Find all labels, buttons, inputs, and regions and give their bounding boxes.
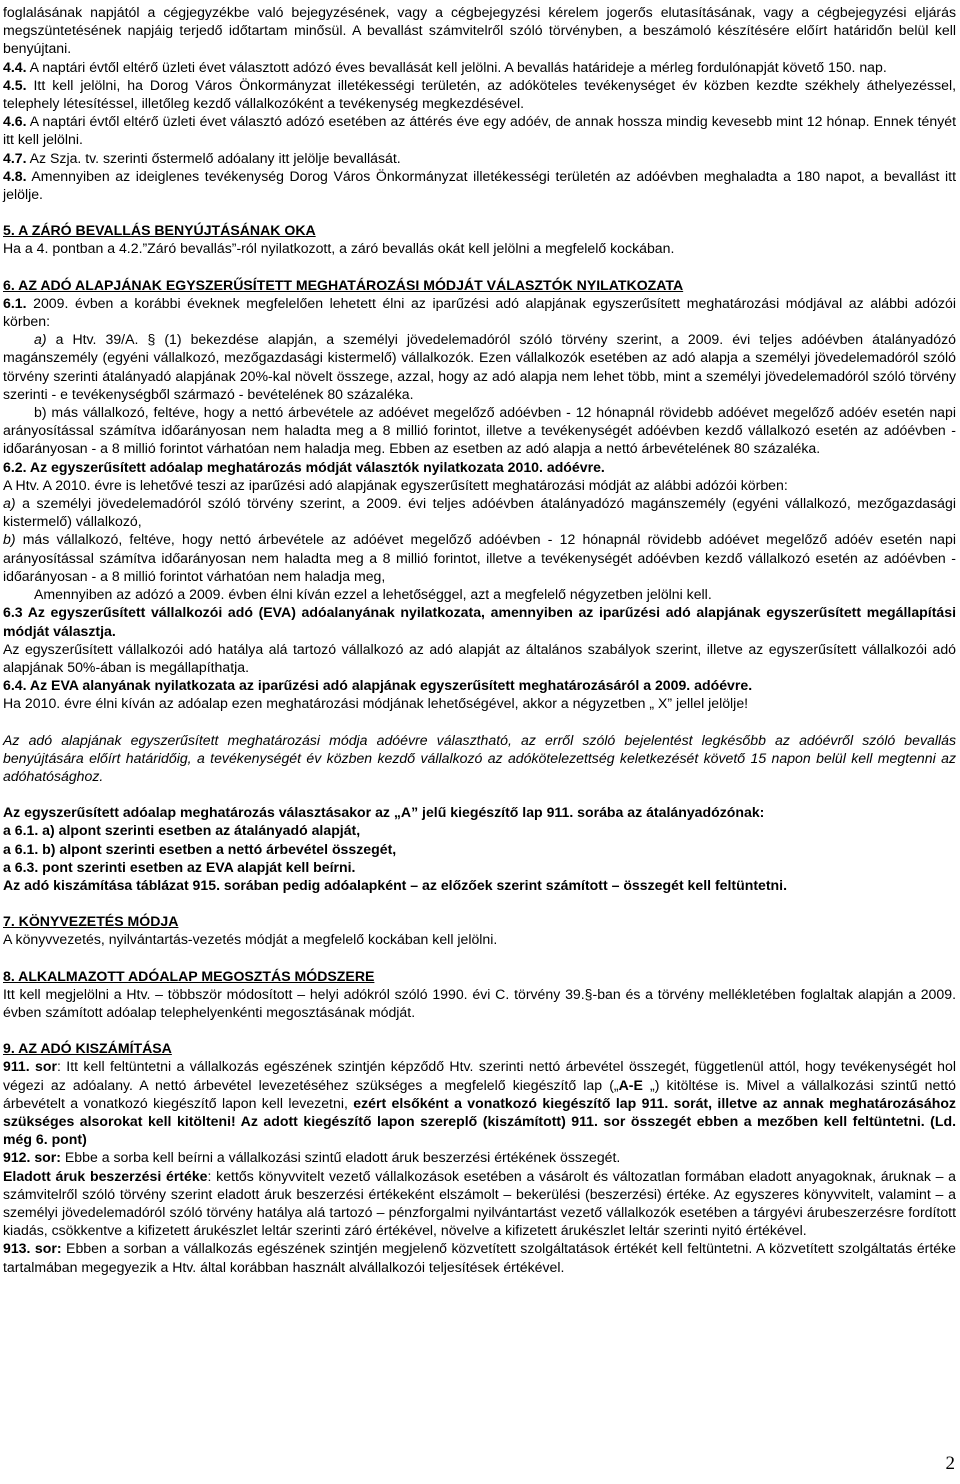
bold-run: 6.1. (3, 294, 27, 311)
item-4-8 (3, 167, 956, 203)
text-run: Amennyiben az adózó a 2009. évben élni kíván ezzel a lehetőséggel, azt a megfelelő négyzetben jelölni kell. (34, 586, 712, 603)
bold-run: 912. sor: (3, 1149, 61, 1166)
section-8-heading: 8. ALKALMAZOTT ADÓALAP MEGOSZTÁS MÓDSZERE (3, 967, 375, 984)
text-run: Ha 2010. évre élni kíván az adóalap ezen meghatározási módjának lehetőségével, akkor a négyzetben „ X” jellel jelölje! (3, 695, 749, 712)
bold-run: 4.6. (3, 113, 27, 130)
text-run: Az egyszerűsített vállalkozói adó hatálya alá tartozó vállalkozó az adó alapját az általános szabályok szerint, illetve az egyszerűsített vállalkozói adó alapjának 50%-ában is megállapíthatja. (3, 640, 956, 675)
text-run: Ebbe a sorba kell beírni a vállalkozási szintű eladott áruk beszerzési értékének összegét. (60, 1149, 621, 1166)
row-912-explanation (3, 1167, 956, 1240)
text-run: Az egyszerűsített adóalap meghatározás választásakor az „A” jelű kiegészítő lap 911. sorába az átalányadózónak: (3, 804, 765, 821)
item-6-1-a (3, 330, 956, 403)
text-run: Itt kell jelölni, ha Dorog Város Önkormányzat illetékességi területén, az adóköteles tevékenységet év közben kezdte székhely áthelyezéssel, telephely létesítéssel, illetőleg kezdő vállalkozóként a tevékenység megkezdésével. (3, 76, 956, 112)
bold-run: 911. sor (3, 1058, 57, 1075)
item-6-1 (3, 294, 956, 330)
bold-line-3 (3, 858, 956, 876)
text-run: b) más vállalkozó, feltéve, hogy a nettó árbevétele az adóévet megelőző adóévben - 12 hónapnál rövidebb adóévet megelőző adóév esetén napi arányosítással számítva időarányosan nem haladta meg a 8 millió forintot, illetve a tevékenységét adóévben kezdő vállalkozó esetén az adóévben - időarányosan - a 8 millió forintot várhatóan nem haladja meg. Ebben az esetben az adó alapja a nettó árbevételének 80 százaléka. (3, 404, 956, 457)
text-run: 2009. évben a korábbi éveknek megfelelően lehetett élni az iparűzési adó alapjának egyszerűsített meghatározási módjával az alábbi adózói körben: (3, 294, 956, 330)
bold-run: A-E (618, 1076, 643, 1093)
item-6-2 (3, 458, 956, 476)
item-4-4 (3, 58, 956, 76)
bold-run: 4.4. (3, 58, 27, 75)
page-number: 2 (945, 1453, 955, 1474)
italic-run: a) (34, 331, 47, 348)
bold-run: 4.5. (3, 76, 27, 93)
text-run: foglalásának napjától a cégjegyzékbe való bejegyzésének, vagy a cégbejegyzési kérelem jogerős elutasításának, vagy a cégbejegyzési eljárás megszüntetésének napjáig terjedő időtartam minősül. A bevallást számvitelről szóló törvényben, a beszámoló készítésére előírt határidőn belül kell benyújtani. (3, 4, 956, 57)
text-run: A naptári évtől eltérő üzleti évet választott adózó éves bevallását kell jelölni. A bevallás határideje a mérleg fordulónapját követő 150. nap. (26, 58, 887, 75)
section-8-text (3, 985, 956, 1021)
bold-run: 4.7. (3, 149, 27, 166)
document-body (3, 3, 956, 1276)
text-run: A Htv. A 2010. évre is lehetővé teszi az iparűzési adó alapjának egyszerűsített meghatározási módját az alábbi adózói körben: (3, 476, 788, 493)
section-7-heading: 7. KÖNYVEZETÉS MÓDJA (3, 913, 179, 930)
text-run: Az Szja. tv. szerinti őstermelő adóalany itt jelölje bevallását. (26, 149, 401, 166)
row-913 (3, 1239, 956, 1275)
paragraph-spacer (3, 894, 956, 912)
item-6-2-b (3, 530, 956, 585)
text-run: A naptári évtől eltérő üzleti évet választó adózó esetében az áttérés éve egy adóév, de annak hossza mindig kevesebb mint 12 hónap. Ennek tényét itt kell jelölni. (3, 113, 956, 148)
item-6-4 (3, 676, 956, 694)
text-run: a 6.3. pont szerinti esetben az EVA alapját kell beírni. (3, 858, 356, 875)
item-6-2-note (3, 585, 956, 603)
paragraph-spacer (3, 785, 956, 803)
text-run: 6.2. Az egyszerűsített adóalap meghatározás módját választók nyilatkozata 2010. adóévre. (3, 458, 605, 475)
text-run: a 6.1. b) alpont szerinti esetben a nettó árbevétel összegét, (3, 840, 397, 857)
italic-run: Az adó alapjának egyszerűsített meghatározási módja adóévre választható, az erről szóló bejelentést legkésőbb az adóévről szóló bevallás benyújtására előírt határidőig, a tevékenységét év közben kezdő vállalkozó az adókötelezettség keletkezését követő 15 napon belül kell megtenni az adóhatósághoz. (3, 731, 956, 784)
bold-run: 913. sor: (3, 1240, 62, 1257)
row-912 (3, 1148, 956, 1166)
text-run: 6.4. Az EVA alanyának nyilatkozata az iparűzési adó alapjának egyszerűsített meghatározásáról a 2009. adóévre. (3, 677, 753, 694)
text-run: a 6.1. a) alpont szerinti esetben az átalányadó alapját, (3, 822, 361, 839)
paragraph-spacer (3, 258, 956, 276)
item-4-6 (3, 112, 956, 148)
section-6-heading: 6. AZ ADÓ ALAPJÁNAK EGYSZERŰSÍTETT MEGHATÁROZÁSI MÓDJÁT VÁLASZTÓK NYILATKOZATA (3, 276, 684, 293)
item-6-2-a (3, 494, 956, 530)
text-run: A könyvvezetés, nyilvántartás-vezetés módját a megfelelő kockában kell jelölni. (3, 931, 498, 948)
text-run: 6.3 Az egyszerűsített vállalkozói adó (EVA) adóalanyának nyilatkozata, amennyiben az iparűzési adó alapjának egyszerűsített megállapítási módját választja. (3, 604, 956, 639)
text-run: : kettős könyvvitelt vezető vállalkozások esetében a vásárolt és változatlan formában eladott anyagoknak, áruknak – a számvitelről szóló törvény szerint eladott áruk beszerzési értékeként elszámolt – bekerülési (beszerzési) értéke. Az egyszeres könyvvitelt, valamint – a személyi jövedelemadóról szóló törvény hatálya alá tartozó – pénzforgalmi nyilvántartást vezető vállalkozók esetében a tárgyévi árubeszerzésre fordított kiadás, csökkentve a kifizetett árukészlet leltár szerinti záró értékével, növelve a kifizetett árukészlet leltár szerinti nyitó értékével. (3, 1167, 956, 1239)
item-4-5 (3, 76, 956, 112)
text-run: Ebben a sorban a vállalkozás egészének szintjén megjelenő közvetített szolgáltatások értékét kell feltüntetni. A közvetített szolgáltatás értéke tartalmában megegyezik a Htv. által korábban használt alvállalkozói teljesítések értékével. (3, 1240, 956, 1275)
bold-line-2 (3, 840, 956, 858)
section-9-heading: 9. AZ ADÓ KISZÁMÍTÁSA (3, 1040, 172, 1057)
text-run: Amennyiben az ideiglenes tevékenység Dorog Város Önkormányzat illetékességi területén az adóévben meghaladta a 180 napot, a bevallást itt jelölje. (3, 167, 956, 203)
text-run: a Htv. 39/A. § (1) bekezdése alapján, a személyi jövedelemadóról szóló törvény szerint, a 2009. évi teljes adóévben átalányadózó magánszemély (egyéni vállalkozó, mezőgazdasági kistermelő) vállalkozók. Ezen vállalkozók esetében az adó alapja a személyi jövedelemadóról szóló törvény szerinti átalányadó alapjának 20%-kal növelt összege, azzal, hogy az adó alapja nem lehet több, mint a személyi jövedelemadóról szóló törvény szerinti - e tevékenységből származó - bevételének 80 százaléka. (3, 331, 956, 402)
intro-continuation (3, 3, 956, 58)
paragraph-spacer (3, 1021, 956, 1039)
text-run: Az adó kiszámítása táblázat 915. sorában pedig adóalapként – az előzőek szerint számított – összegét kell feltüntetni. (3, 876, 787, 893)
item-6-4-text (3, 694, 956, 712)
bold-run: 4.8. (3, 167, 27, 184)
section-7-text (3, 930, 956, 948)
text-run: „) kitöltése is. Mivel a vállalkozási szintű nettó árbevételt a vonatkozó kiegészítő lapon kell levezetni, (3, 1076, 956, 1111)
paragraph-spacer (3, 949, 956, 967)
bold-line-4 (3, 876, 956, 894)
bold-line-1 (3, 821, 956, 839)
item-6-1-b (3, 403, 956, 458)
bold-run: ezért elsőként a vonatkozó kiegészítő lap 911. sorát, illetve az annak meghatározásához szükséges alsorokat kell kitölteni! Az adott kiegészítő lapon szereplő (kiszámított) 911. sor összegét ebben a mezőben kell feltüntetni. (Ld. még 6. pont) (3, 1094, 956, 1148)
text-run: Ha a 4. pontban a 4.2.”Záró bevallás”-ról nyilatkozott, a záró bevallás okát kell jelölni a megfelelő kockában. (3, 240, 675, 257)
text-run: Itt kell megjelölni a Htv. – többször módosított – helyi adókról szóló 1990. évi C. törvény 39.§-ban és a törvény mellékletében foglaltak alapján a 2009. évben számított adóalap telephelyenkénti megosztásának módját. (3, 985, 956, 1020)
italic-run: a) (3, 495, 16, 512)
section-5-heading: 5. A ZÁRÓ BEVALLÁS BENYÚJTÁSÁNAK OKA (3, 222, 316, 239)
paragraph-spacer (3, 203, 956, 221)
item-6-2-text (3, 476, 956, 494)
item-6-3 (3, 603, 956, 639)
text-run: : Itt kell feltüntetni a vállalkozás egészének szintjén képződő Htv. szerinti nettó árbevétel összegét, függetlenül attól, hogy tevékenységét hol végezi az adóalany. A nettó árbevétel levezetéséhez szükséges a megfelelő kiegészítő lap („ (3, 1058, 956, 1093)
text-run: más vállalkozó, feltéve, hogy nettó árbevétele az adóévet megelőző adóévben - 12 hónapnál rövidebb adóévet megelőző adóév esetén napi arányosítással számítva időarányosan nem haladta meg a 8 millió forintot, illetve a tevékenységét adóévben kezdő vállalkozó esetén az adóévben - időarányosan - a 8 millió forintot várhatóan nem haladja meg, (3, 531, 956, 584)
bold-run: Eladott áruk beszerzési értéke (3, 1167, 208, 1184)
item-6-3-text (3, 640, 956, 676)
paragraph-spacer (3, 713, 956, 731)
row-911 (3, 1057, 956, 1148)
section-5-text (3, 239, 956, 257)
italic-run: b) (3, 531, 16, 548)
item-4-7 (3, 149, 956, 167)
text-run: a személyi jövedelemadóról szóló törvény szerint, a 2009. évi teljes adóévben átalányadózó magánszemély (egyéni vállalkozó, mezőgazdasági kistermelő) vállalkozó, (3, 495, 956, 530)
italic-note (3, 731, 956, 786)
bold-instructions (3, 803, 956, 821)
